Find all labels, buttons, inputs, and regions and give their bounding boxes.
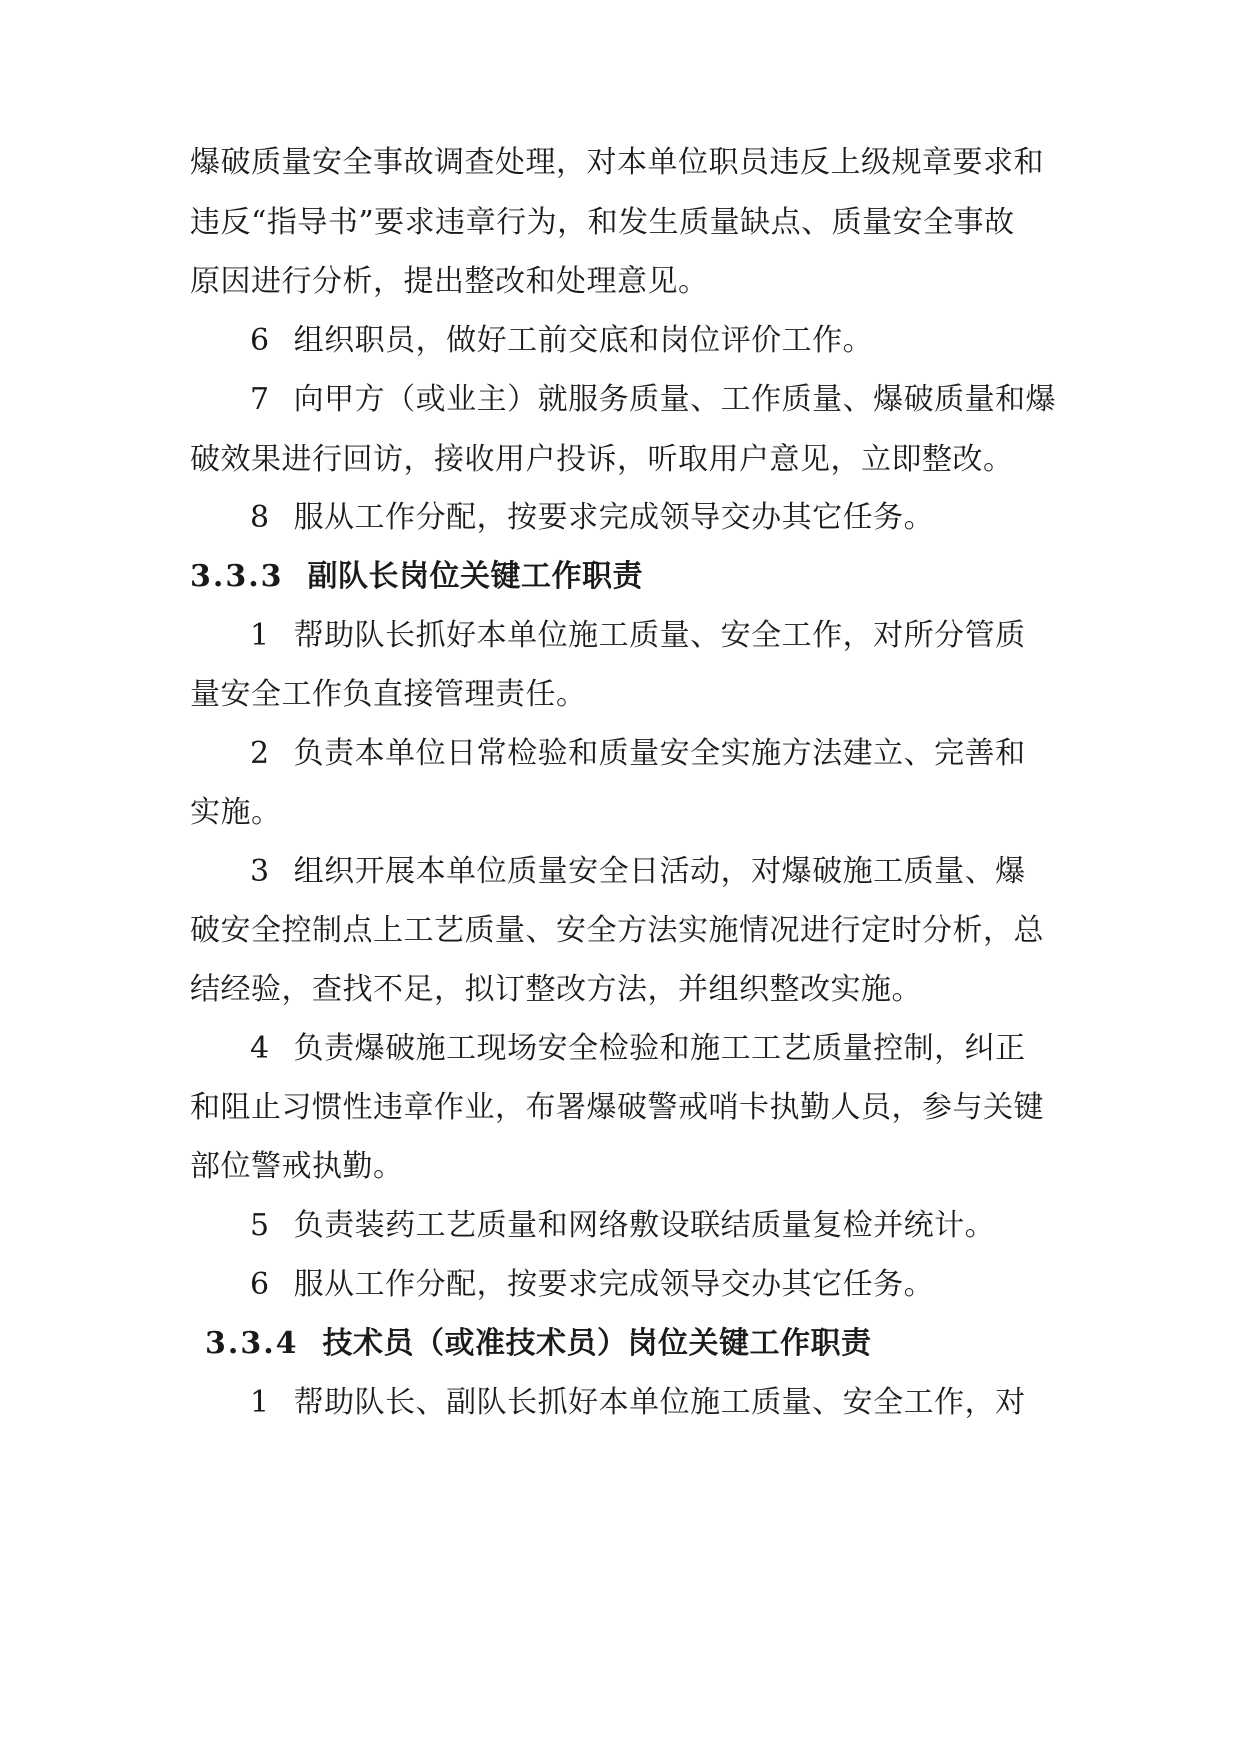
text-line: 违反“指导书”要求违章行为，和发生质量缺点、质量安全事故 bbox=[190, 205, 1015, 240]
section-heading bbox=[190, 557, 1070, 597]
text-line: 实施。 bbox=[190, 795, 282, 830]
item-number: 1 bbox=[250, 618, 270, 653]
text-line: 破安全控制点上工艺质量、安全方法实施情况进行定时分析，总 bbox=[190, 913, 1044, 948]
item-number: 8 bbox=[250, 500, 270, 535]
item-number: 5 bbox=[250, 1208, 270, 1243]
item-text: 组织职员，做好工前交底和岗位评价工作。 bbox=[293, 323, 874, 358]
section-title: 副队长岗位关键工作职责 bbox=[307, 559, 644, 594]
list-item bbox=[250, 380, 1070, 420]
item-text: 向甲方（或业主）就服务质量、工作质量、爆破质量和爆 bbox=[293, 382, 1057, 417]
list-item bbox=[250, 616, 1070, 656]
item-text: 负责装药工艺质量和网络敷设联结质量复检并统计。 bbox=[293, 1208, 996, 1243]
section-heading bbox=[205, 1324, 1085, 1364]
text-line: 爆破质量安全事故调查处理，对本单位职员违反上级规章要求和 bbox=[190, 145, 1044, 180]
text-line: 量安全工作负直接管理责任。 bbox=[190, 677, 587, 712]
text-line: 结经验，查找不足，拟订整改方法，并组织整改实施。 bbox=[190, 972, 922, 1007]
item-text: 帮助队长抓好本单位施工质量、安全工作，对所分管质 bbox=[293, 618, 1026, 653]
item-text: 组织开展本单位质量安全日活动，对爆破施工质量、爆 bbox=[293, 854, 1026, 889]
item-text: 服从工作分配，按要求完成领导交办其它任务。 bbox=[293, 1267, 935, 1302]
text-line: 破效果进行回访，接收用户投诉，听取用户意见，立即整改。 bbox=[190, 442, 1014, 477]
item-number: 1 bbox=[250, 1385, 270, 1420]
list-item bbox=[250, 1206, 1070, 1246]
item-text: 负责爆破施工现场安全检验和施工工艺质量控制，纠正 bbox=[293, 1031, 1026, 1066]
list-item bbox=[250, 734, 1070, 774]
list-item bbox=[250, 852, 1070, 892]
section-number: 3.3.3 bbox=[190, 559, 284, 594]
item-text: 帮助队长、副队长抓好本单位施工质量、安全工作，对 bbox=[293, 1385, 1026, 1420]
item-text: 负责本单位日常检验和质量安全实施方法建立、完善和 bbox=[293, 736, 1026, 771]
list-item bbox=[250, 1265, 1070, 1305]
item-number: 6 bbox=[250, 1267, 270, 1302]
item-number: 2 bbox=[250, 736, 270, 771]
section-number: 3.3.4 bbox=[205, 1326, 299, 1361]
text-line: 原因进行分析，提出整改和处理意见。 bbox=[190, 264, 709, 299]
item-number: 4 bbox=[250, 1031, 270, 1066]
item-text: 服从工作分配，按要求完成领导交办其它任务。 bbox=[293, 500, 935, 535]
text-line: 和阻止习惯性违章作业，布署爆破警戒哨卡执勤人员，参与关键 bbox=[190, 1090, 1044, 1125]
list-item bbox=[250, 321, 1070, 361]
list-item bbox=[250, 1383, 1070, 1423]
item-number: 3 bbox=[250, 854, 270, 889]
item-number: 7 bbox=[250, 382, 270, 417]
section-title: 技术员（或准技术员）岗位关键工作职责 bbox=[322, 1326, 872, 1361]
item-number: 6 bbox=[250, 323, 270, 358]
list-item bbox=[250, 498, 1070, 538]
list-item bbox=[250, 1029, 1070, 1069]
text-line: 部位警戒执勤。 bbox=[190, 1149, 404, 1184]
